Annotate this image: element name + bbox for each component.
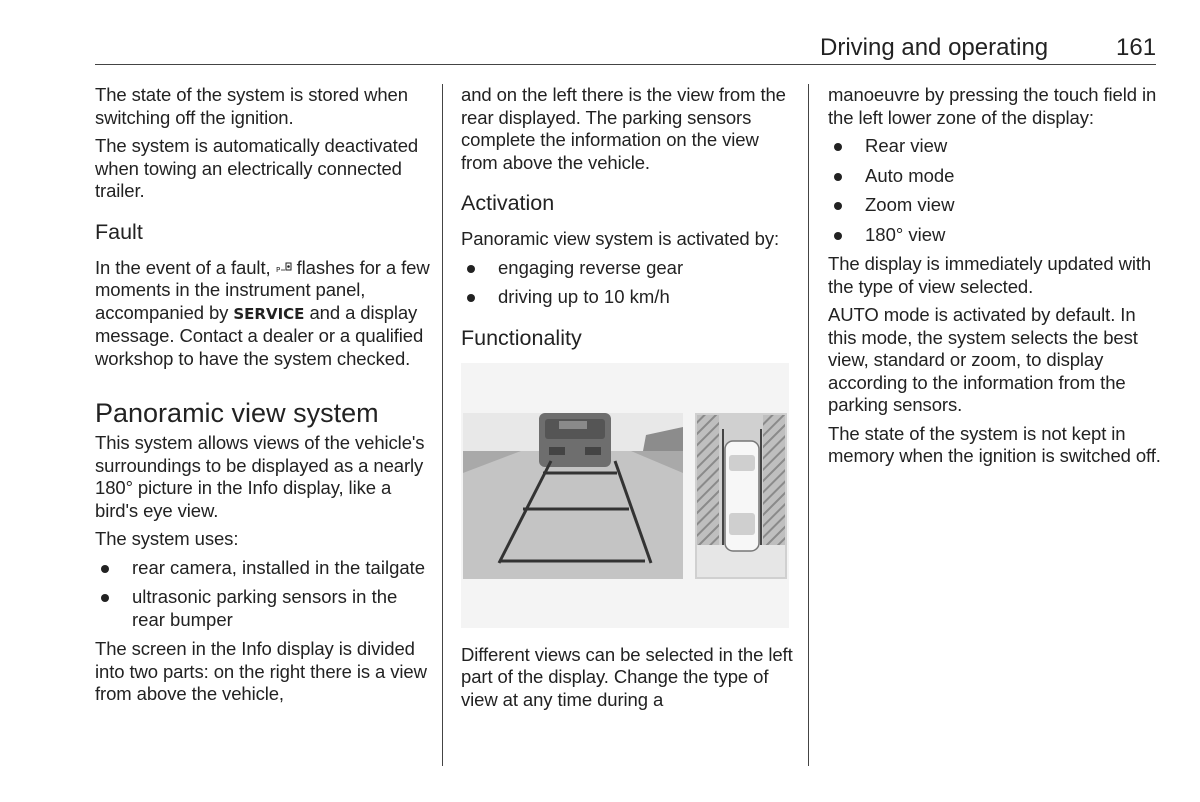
bullet-icon xyxy=(101,594,109,602)
heading-fault: Fault xyxy=(95,219,143,244)
paragraph-rear-view: and on the left there is the view from the rear displayed. The parking sensors complete the information on the view from above the vehicle. xyxy=(461,84,786,173)
list-item xyxy=(95,557,430,580)
top-view xyxy=(695,413,787,579)
heading-activation: Activation xyxy=(461,191,555,215)
header-title: Driving and operating xyxy=(820,34,1049,61)
list-item-text: Auto mode xyxy=(865,164,955,186)
column-divider-2 xyxy=(808,84,809,766)
list-item xyxy=(828,165,1163,188)
header-rule xyxy=(95,64,1156,65)
paragraph-auto-mode: AUTO mode is activated by default. In this mode, the system selects the best view, standard or zoom, to display according to the information from the parking sensors. xyxy=(828,304,1138,415)
paragraph-uses-label: The system uses: xyxy=(95,528,239,549)
bullet-icon xyxy=(834,173,842,181)
uses-list xyxy=(95,557,430,632)
page-number: 161 xyxy=(1116,34,1157,61)
list-item-text: engaging reverse gear xyxy=(498,256,684,278)
bullet-icon xyxy=(834,232,842,240)
bullet-icon xyxy=(467,294,475,302)
list-item-text: ultrasonic parking sensors in the rear bumper xyxy=(132,586,398,630)
service-indicator: SERVICE xyxy=(233,304,305,323)
paragraph-intro: This system allows views of the vehicle's surroundings to be displayed as a nearly 180° picture in the Info display, like a bird's eye view. xyxy=(95,432,425,521)
fault-text-end: and a display message. Contact a dealer or a qualified workshop to have the system checked. xyxy=(95,301,424,369)
section-title: Panoramic view system xyxy=(95,398,379,428)
list-item xyxy=(461,286,796,309)
list-item-text: rear camera, installed in the tailgate xyxy=(132,556,426,578)
bullet-icon xyxy=(101,565,109,573)
parking-camera-fault-icon xyxy=(276,261,292,275)
column-3 xyxy=(828,84,1163,474)
list-item-text: 180° view xyxy=(865,223,946,245)
svg-text:P: P xyxy=(275,265,280,274)
list-item-text: Rear view xyxy=(865,135,948,156)
bullet-icon xyxy=(834,143,842,151)
list-item-text: Zoom view xyxy=(865,194,955,215)
paragraph-manoeuvre: manoeuvre by pressing the touch field in the left lower zone of the display: xyxy=(828,84,1157,128)
camera-view-illustration xyxy=(461,363,789,628)
fault-text-start: In the event of a fault, xyxy=(95,256,271,278)
list-item xyxy=(828,224,1163,247)
bullet-icon xyxy=(467,265,475,273)
column-divider-1 xyxy=(442,84,443,766)
list-item xyxy=(828,194,1163,217)
list-item xyxy=(95,586,430,631)
paragraph-updated: The display is immediately updated with the type of view selected. xyxy=(828,253,1152,297)
activation-list xyxy=(461,257,796,309)
view-list xyxy=(828,135,1163,246)
paragraph-fault xyxy=(95,257,430,371)
paragraph-activation: Panoramic view system is activated by: xyxy=(461,228,780,249)
fault-text-middle: flashes for a few moments in the instrument panel, accompanied by xyxy=(95,256,430,323)
paragraph-not-kept: The state of the system is not kept in memory when the ignition is switched off. xyxy=(828,422,1161,466)
rear-camera-view xyxy=(463,413,683,579)
heading-functionality: Functionality xyxy=(461,325,582,350)
list-item-text: driving up to 10 km/h xyxy=(498,286,670,307)
column-2 xyxy=(461,84,796,717)
list-item xyxy=(461,257,796,280)
paragraph-state-stored: The state of the system is stored when switching off the ignition. xyxy=(95,84,408,128)
panoramic-display-figure xyxy=(461,363,789,628)
list-item xyxy=(828,135,1163,158)
column-1 xyxy=(95,84,430,712)
bullet-icon xyxy=(834,202,842,210)
paragraph-auto-deactivated: The system is automatically deactivated when towing an electrically connected trailer. xyxy=(95,135,419,201)
paragraph-views: Different views can be selected in the left part of the display. Change the type of view at any time during a xyxy=(461,643,793,710)
paragraph-screen: The screen in the Info display is divided into two parts: on the right there is a view from above the vehicle, xyxy=(95,638,427,704)
